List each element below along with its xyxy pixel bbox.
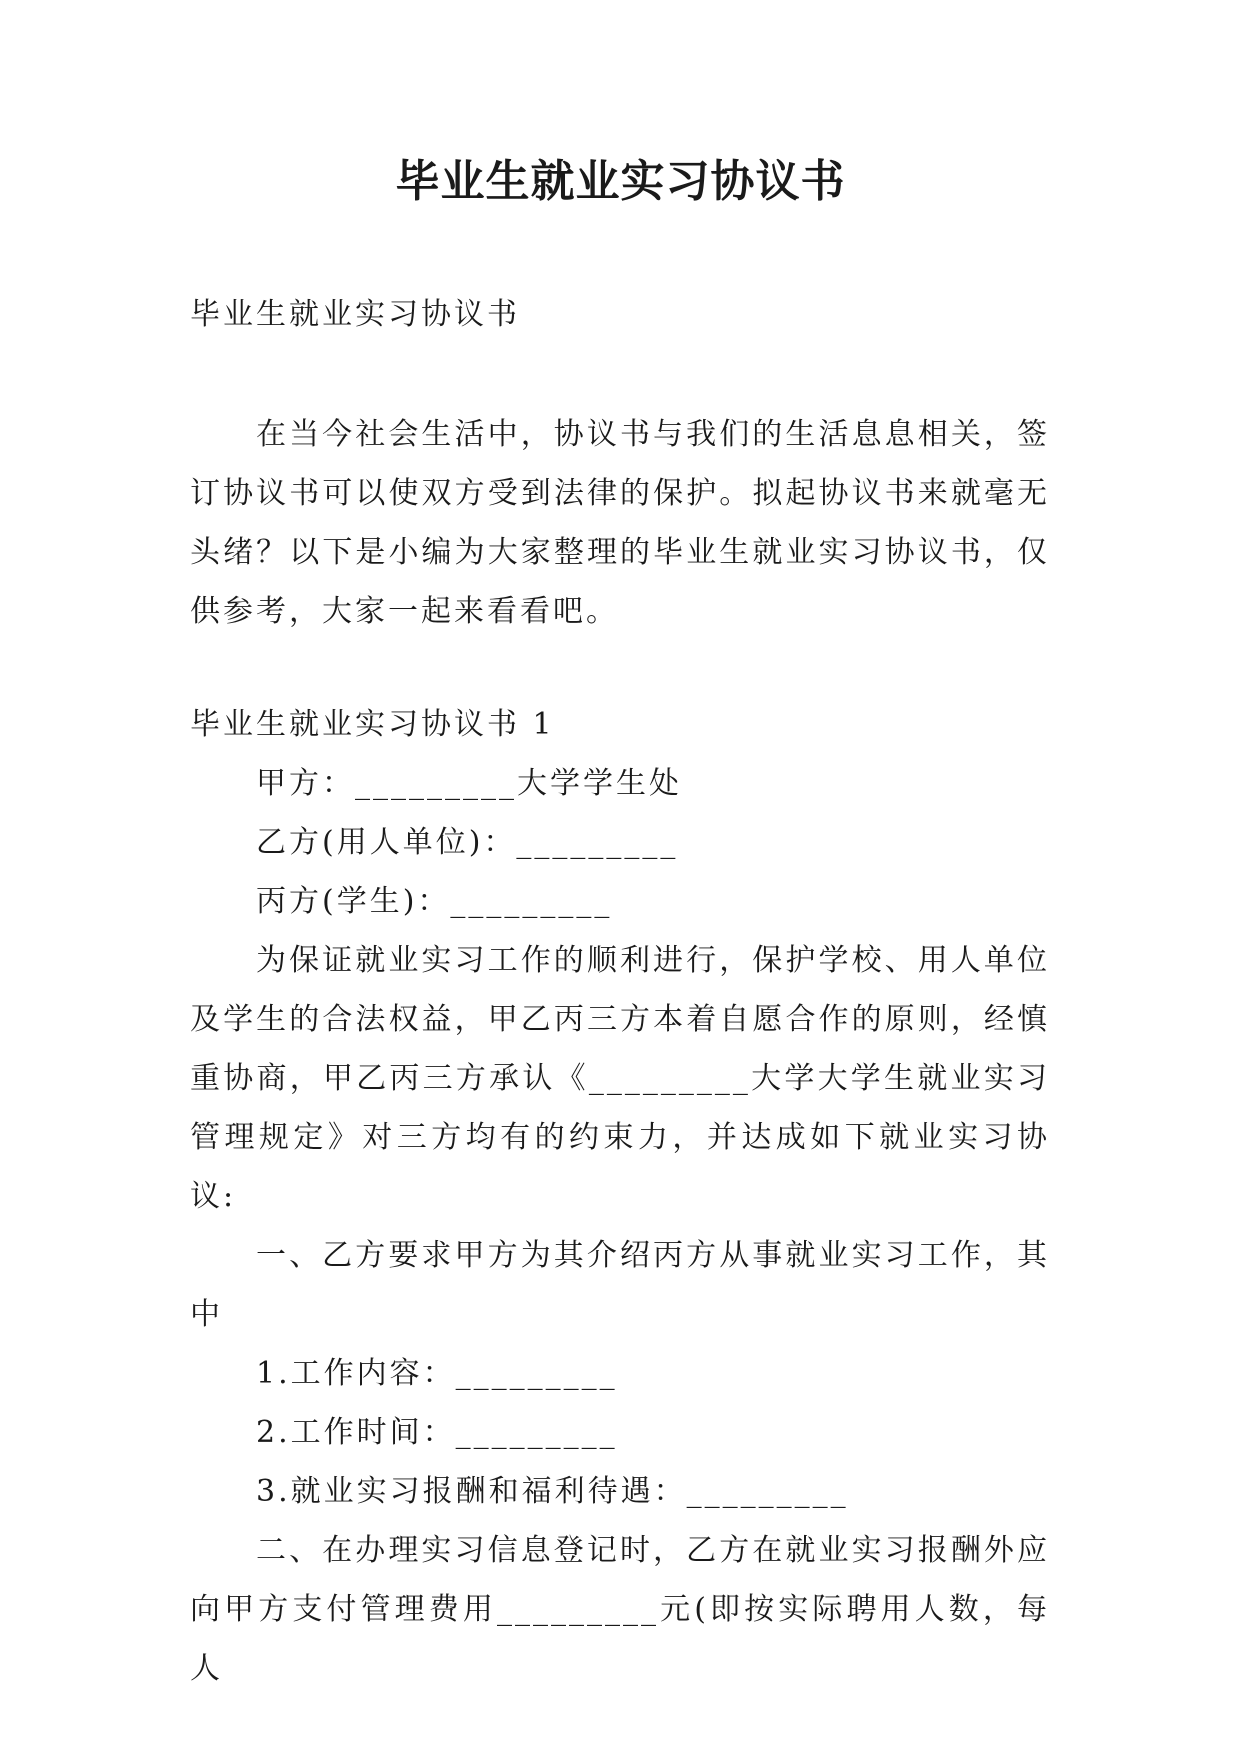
document-subtitle: 毕业生就业实习协议书 — [190, 297, 520, 332]
document-title: 毕业生就业实习协议书 — [395, 156, 846, 207]
section-heading: 毕业生就业实习协议书 1 — [190, 707, 555, 742]
intro-block — [190, 405, 1050, 641]
clause-1-item-1: 1.工作内容：_________ — [256, 1356, 618, 1391]
clause-2: 二、在办理实习信息登记时，乙方在就业实习报酬外应向甲方支付管理费用_________元(即按实际聘用人数，每人 — [190, 1533, 1050, 1686]
party-c-line: 丙方(学生)：_________ — [256, 884, 613, 919]
preamble-paragraph: 为保证就业实习工作的顺利进行，保护学校、用人单位及学生的合法权益，甲乙丙三方本着自愿合作的原则，经慎重协商，甲乙丙三方承认《_________大学大学生就业实习管理规定》对三方均有的约束力，并达成如下就业实习协议: — [190, 943, 1050, 1214]
clause-1-item-3: 3.就业实习报酬和福利待遇：_________ — [256, 1474, 849, 1509]
agreement-body — [190, 695, 1050, 1698]
party-b-line: 乙方(用人单位)：_________ — [256, 825, 679, 860]
clause-1-item-2: 2.工作时间：_________ — [256, 1415, 618, 1450]
clause-1: 一、乙方要求甲方为其介绍丙方从事就业实习工作，其中 — [190, 1238, 1050, 1332]
intro-paragraph: 在当今社会生活中，协议书与我们的生活息息相关，签订协议书可以使双方受到法律的保护。拟起协议书来就毫无头绪？以下是小编为大家整理的毕业生就业实习协议书，仅供参考，大家一起来看看吧。 — [190, 417, 1050, 629]
party-a-line: 甲方：_________大学学生处 — [256, 766, 682, 801]
